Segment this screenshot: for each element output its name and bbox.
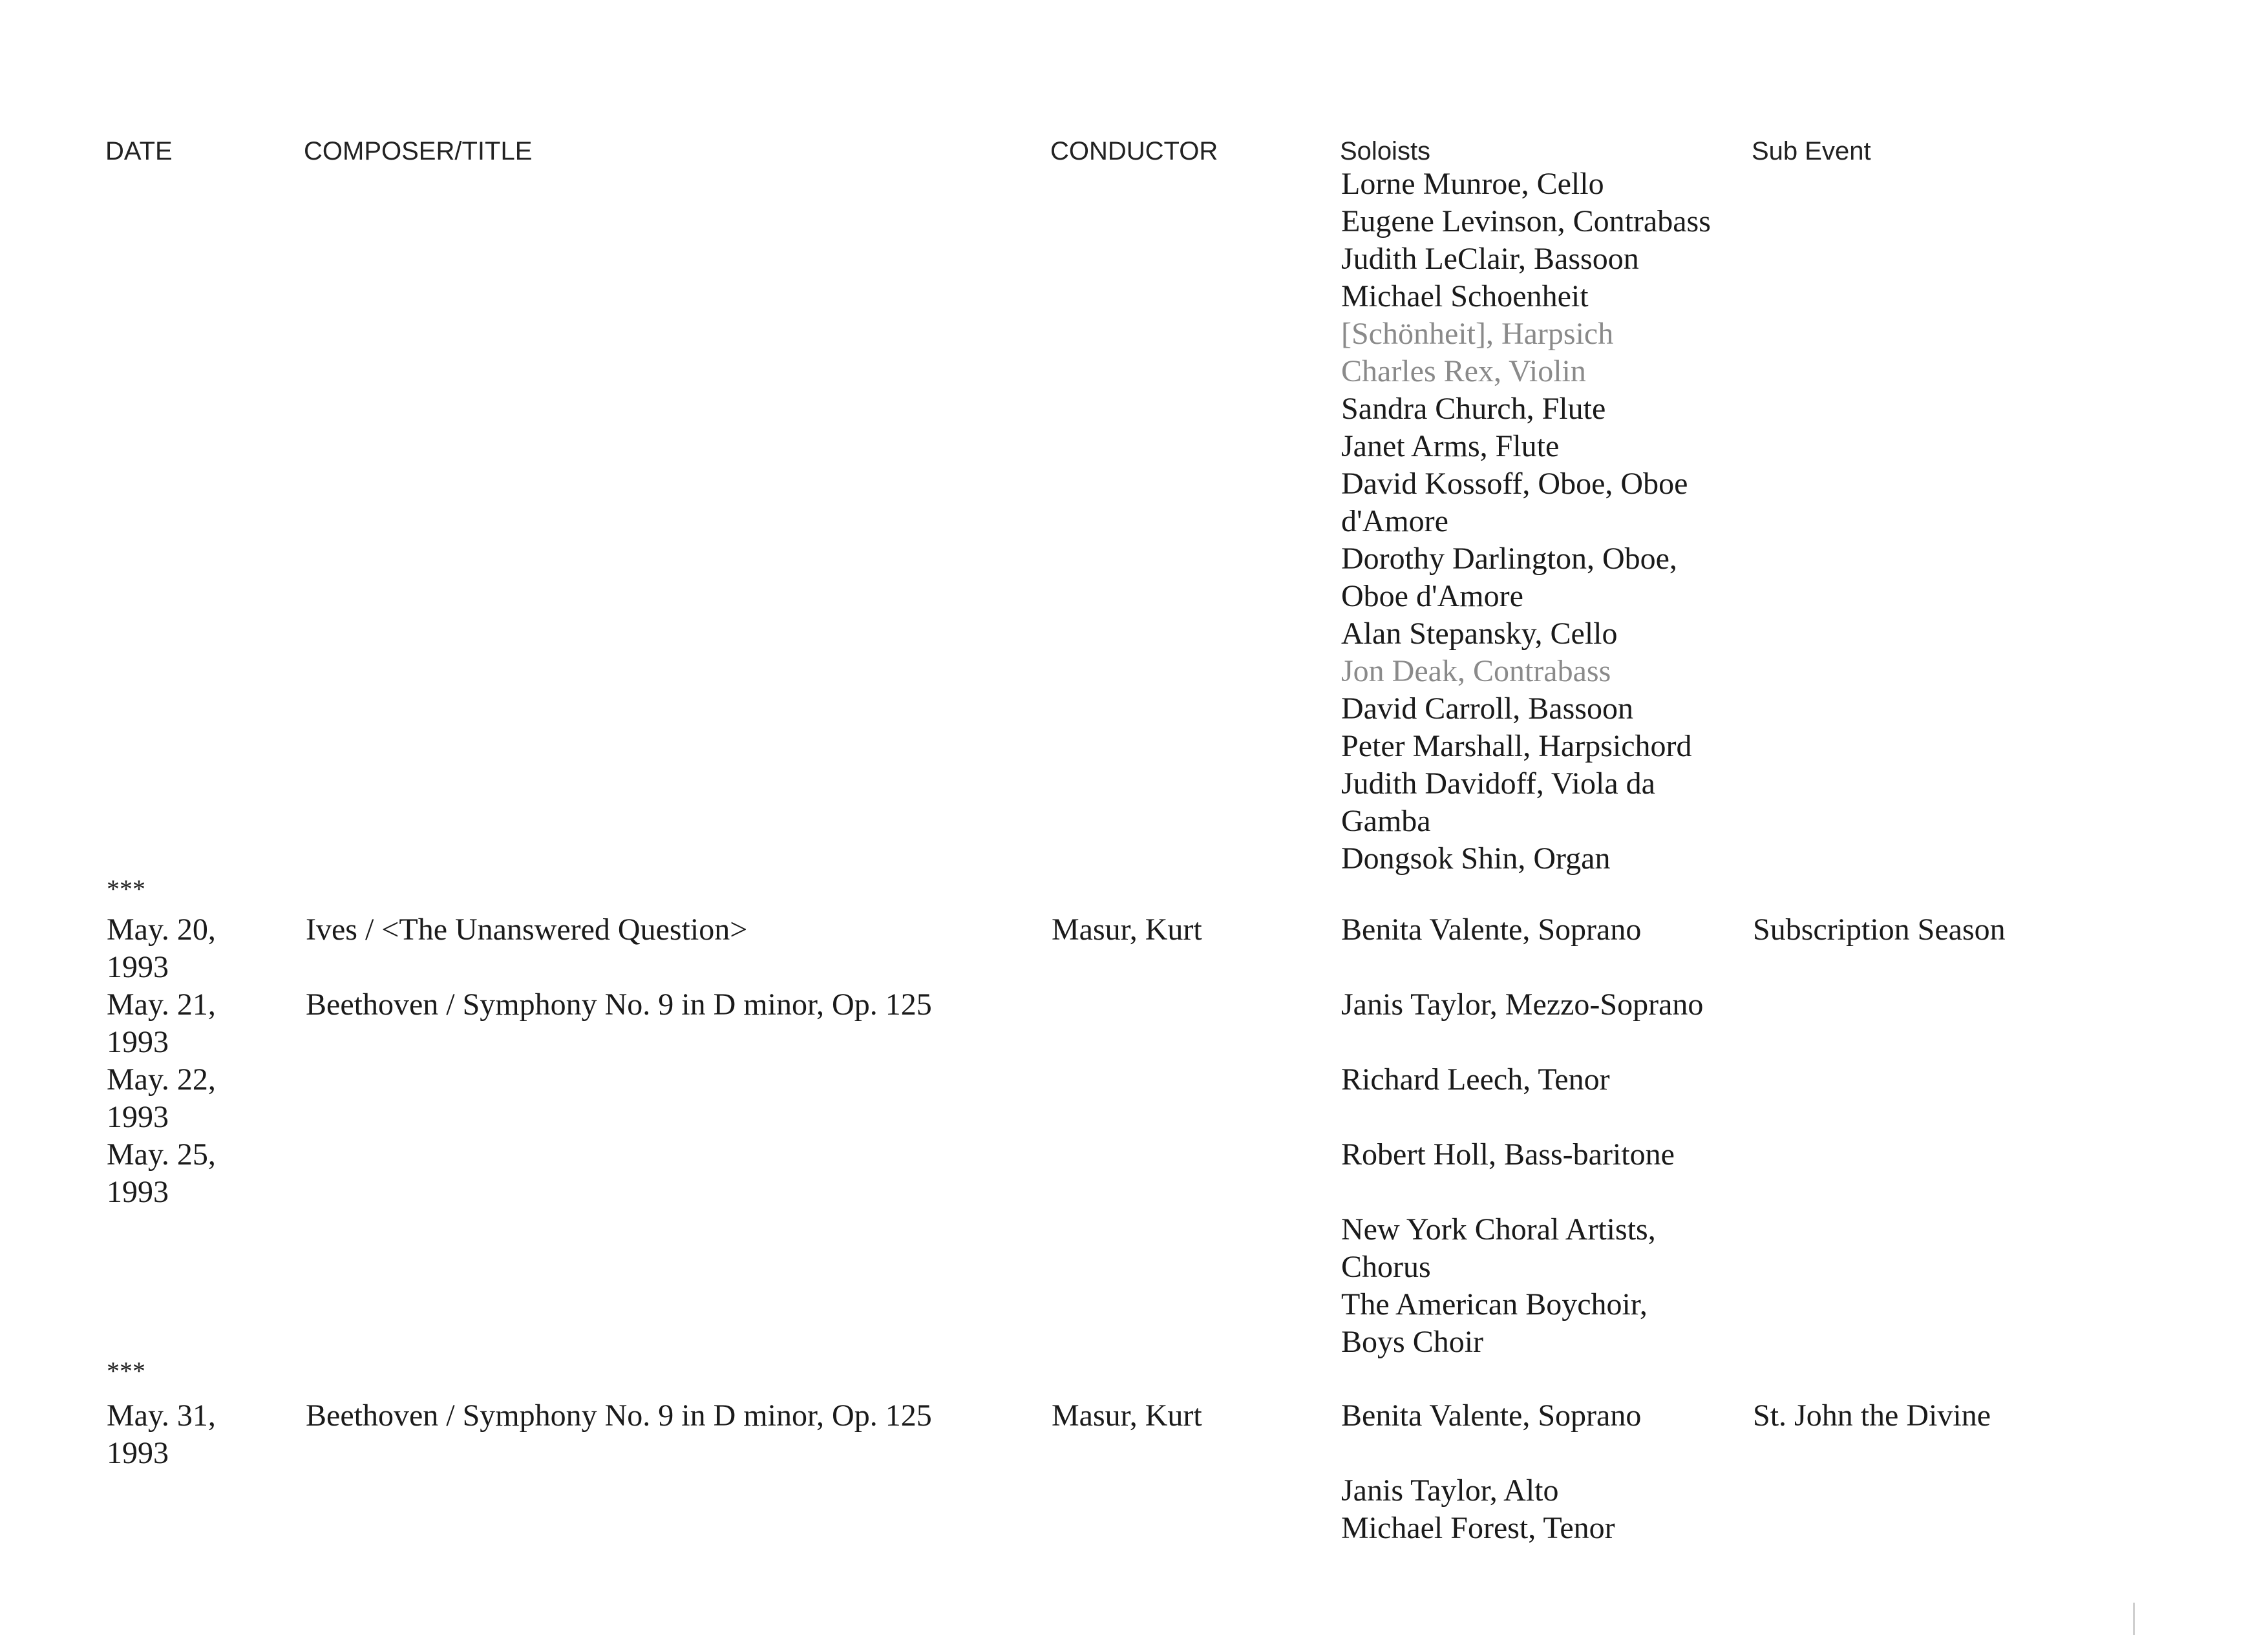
work-title: Ives / <The Unanswered Question> — [306, 912, 748, 947]
date-day: May. 20, — [107, 912, 216, 947]
soloist-line: The American Boychoir, — [1341, 1287, 1648, 1322]
continued-soloist-list — [1341, 165, 1711, 878]
event-conductor: Masur, Kurt — [1052, 912, 1202, 947]
work-title: Beethoven / Symphony No. 9 in D minor, Op. 125 — [306, 987, 932, 1022]
soloist-line: David Carroll, Bassoon — [1341, 691, 1633, 726]
scan-artifact — [2133, 1603, 2135, 1635]
soloist-line: Michael Schoenheit — [1341, 279, 1589, 313]
header-date: DATE — [105, 137, 173, 165]
date-entry — [107, 1397, 216, 1472]
soloist-line: Charles Rex, Violin — [1341, 354, 1586, 388]
event-soloists — [1341, 911, 1703, 1361]
soloist-line: Chorus — [1341, 1250, 1431, 1284]
event-sub-event: St. John the Divine — [1753, 1398, 1991, 1433]
date-day: May. 31, — [107, 1398, 216, 1433]
header-sub-event: Sub Event — [1752, 137, 1871, 165]
header-conductor: CONDUCTOR — [1050, 137, 1218, 165]
date-year: 1993 — [107, 1100, 169, 1134]
soloist-line: Alan Stepansky, Cello — [1341, 616, 1618, 651]
soloist-line: Robert Holl, Bass-baritone — [1341, 1137, 1675, 1172]
work-title: Beethoven / Symphony No. 9 in D minor, Op. 125 — [306, 1398, 932, 1433]
soloist-line: Boys Choir — [1341, 1325, 1484, 1359]
soloist-line: Oboe d'Amore — [1341, 579, 1523, 613]
soloist-line: Eugene Levinson, Contrabass — [1341, 204, 1711, 238]
soloist-line: [Schönheit], Harpsich — [1341, 317, 1614, 351]
soloist-line: David Kossoff, Oboe, Oboe — [1341, 467, 1688, 501]
soloist-line: Judith Davidoff, Viola da — [1341, 766, 1655, 801]
date-year: 1993 — [107, 950, 169, 984]
event-works — [306, 1397, 932, 1472]
header-soloists: Soloists — [1340, 137, 1431, 165]
soloist-line: Dorothy Darlington, Oboe, — [1341, 542, 1677, 576]
date-entry — [107, 1061, 216, 1136]
header-composer-title: COMPOSER/TITLE — [304, 137, 533, 165]
event-separator: *** — [107, 1356, 145, 1386]
soloist-line: Dongsok Shin, Organ — [1341, 841, 1611, 876]
soloist-line: Benita Valente, Soprano — [1341, 912, 1642, 947]
soloist-line: d'Amore — [1341, 504, 1448, 538]
soloist-line: Richard Leech, Tenor — [1341, 1062, 1610, 1097]
soloist-line: Peter Marshall, Harpsichord — [1341, 729, 1692, 763]
soloist-line: Benita Valente, Soprano — [1341, 1398, 1642, 1433]
event-dates — [107, 911, 216, 1211]
event-dates — [107, 1397, 216, 1472]
date-day: May. 25, — [107, 1137, 216, 1172]
date-day: May. 22, — [107, 1062, 216, 1097]
event-conductor: Masur, Kurt — [1052, 1398, 1202, 1433]
soloist-line: Judith LeClair, Bassoon — [1341, 242, 1639, 276]
event-works — [306, 911, 932, 1061]
soloist-line: Janis Taylor, Alto — [1341, 1473, 1559, 1508]
event-soloists — [1341, 1397, 1641, 1547]
soloist-line: Lorne Munroe, Cello — [1341, 167, 1604, 201]
soloist-line: Janet Arms, Flute — [1341, 429, 1560, 463]
soloist-line: New York Choral Artists, — [1341, 1212, 1656, 1247]
soloist-line: Sandra Church, Flute — [1341, 392, 1606, 426]
event-sub-event: Subscription Season — [1753, 912, 2006, 947]
date-entry — [107, 986, 216, 1061]
soloist-line: Gamba — [1341, 804, 1431, 838]
date-year: 1993 — [107, 1436, 169, 1470]
soloist-line: Janis Taylor, Mezzo-Soprano — [1341, 987, 1704, 1022]
date-entry — [107, 911, 216, 986]
date-year: 1993 — [107, 1025, 169, 1059]
date-year: 1993 — [107, 1175, 169, 1209]
date-entry — [107, 1136, 216, 1211]
soloist-line: Jon Deak, Contrabass — [1341, 654, 1611, 688]
event-separator: *** — [107, 874, 145, 903]
date-day: May. 21, — [107, 987, 216, 1022]
soloist-line: Michael Forest, Tenor — [1341, 1511, 1615, 1545]
